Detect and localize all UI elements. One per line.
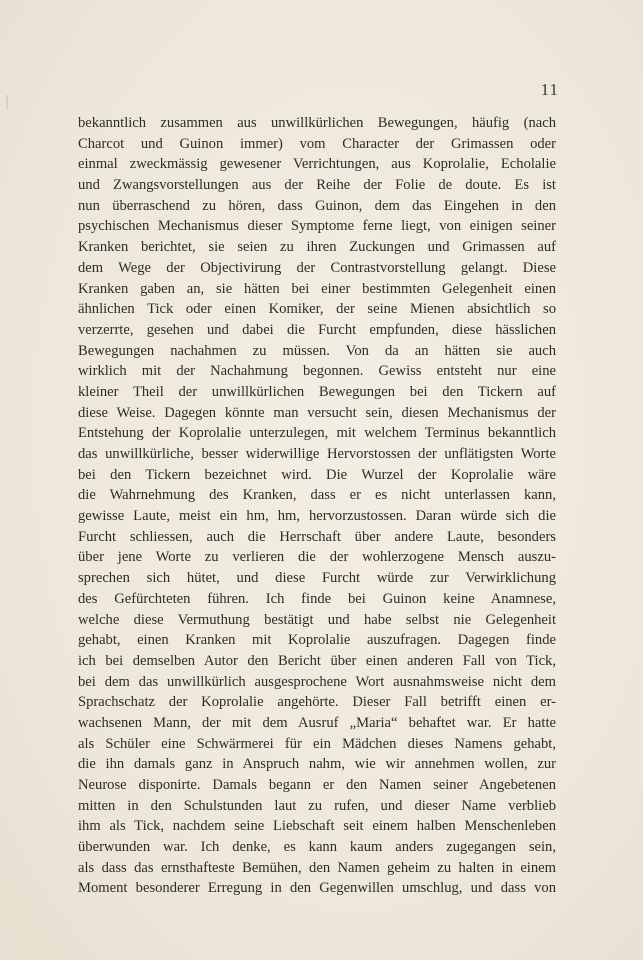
text-line: als Schüler eine Schwärmerei für ein Mädchen dieses Namens gehabt,	[78, 735, 556, 752]
text-line: Moment besonderer Erregung in den Gegenwillen umschlug, und dass von	[78, 880, 556, 897]
text-line: mitten in den Schulstunden laut zu rufen, und dieser Name verblieb	[78, 797, 556, 814]
text-line: Bewegungen nachahmen zu müssen. Von da an hätten sie auch	[78, 342, 556, 359]
text-line: bei dem das unwillkürlich ausgesprochene Wort ausnahmsweise nicht dem	[78, 673, 556, 690]
margin-mark	[6, 95, 8, 109]
text-line: als dass das ernsthafteste Bemühen, den Namen geheim zu halten in einem	[78, 859, 556, 876]
text-line: ihm als Tick, nachdem seine Liebschaft seit einem halben Menschenleben	[78, 818, 556, 835]
page-number: 11	[540, 80, 559, 99]
text-line: diese Weise. Dagegen könnte man versucht sein, diesen Mechanismus der	[78, 404, 556, 421]
text-line: die ihn damals ganz in Anspruch nahm, wie wir annehmen wollen, zur	[78, 756, 556, 773]
text-line: überwunden war. Ich denke, es kann kaum anders zugegangen sein,	[78, 839, 556, 856]
text-line: dem Wege der Objectivirung der Contrastvorstellung gelangt. Diese	[78, 259, 556, 276]
text-line: Kranken berichtet, sie seien zu ihren Zuckungen und Grimassen auf	[78, 239, 556, 256]
text-line: Neurose disponirte. Damals begann er den Namen seiner Angebetenen	[78, 777, 556, 793]
text-line: und Zwangsvorstellungen aus der Reihe der Folie de doute. Es ist	[78, 177, 556, 194]
text-line: das unwillkürliche, besser widerwillige Hervorstossen der unflätigsten Worte	[78, 446, 556, 462]
text-line: über jene Worte zu verlieren die der wohlerzogene Mensch auszu-	[78, 549, 556, 566]
text-line: welche diese Vermuthung bestätigt und habe selbst nie Gelegenheit	[78, 611, 556, 628]
text-line: ähnlichen Tick oder einen Komiker, der seine Mienen absichtlich so	[78, 301, 556, 318]
text-line: gewisse Laute, meist ein hm, hm, hervorzustossen. Daran würde sich die	[78, 508, 556, 525]
text-line: Kranken gaben an, sie hätten bei einer bestimmten Gelegenheit einen	[78, 280, 556, 297]
text-line: Charcot und Guinon immer) vom Character der Grimassen oder	[78, 135, 556, 152]
text-line: sprechen sich hütet, und diese Furcht würde zur Verwirklichung	[78, 570, 556, 587]
text-line: Sprachschatz der Koprolalie angehörte. Dieser Fall betrifft einen er-	[78, 694, 556, 711]
text-line: die Wahrnehmung des Kranken, dass er es nicht unterlassen kann,	[78, 487, 556, 504]
text-line: verzerrte, gesehen und dabei die Furcht empfunden, diese hässlichen	[78, 321, 556, 338]
text-line: einmal zweckmässig gewesener Verrichtungen, aus Koprolalie, Echolalie	[78, 156, 556, 173]
text-line: wirklich mit der Nachahmung begonnen. Gewiss entsteht nur eine	[78, 363, 556, 380]
text-line: psychischen Mechanismus dieser Symptome ferne liegt, von einigen seiner	[78, 218, 556, 235]
text-line: Entstehung der Koprolalie unterzulegen, mit welchem Terminus bekanntlich	[78, 425, 556, 442]
text-line: bei den Tickern bezeichnet wird. Die Wurzel der Koprolalie wäre	[78, 466, 556, 483]
text-line: des Gefürchteten führen. Ich finde bei Guinon keine Anamnese,	[78, 590, 556, 607]
body-text	[78, 113, 556, 899]
text-line: kleiner Theil der unwillkürlichen Bewegungen bei den Tickern auf	[78, 383, 556, 400]
text-line: nun überraschend zu hören, dass Guinon, dem das Eingehen in den	[78, 197, 556, 214]
text-line: ich bei demselben Autor den Bericht über einen anderen Fall von Tick,	[78, 652, 556, 669]
text-line: bekanntlich zusammen aus unwillkürlichen Bewegungen, häufig (nach	[78, 115, 556, 131]
text-line: wachsenen Mann, der mit dem Ausruf „Maria“ behaftet war. Er hatte	[78, 714, 556, 731]
text-line: gehabt, einen Kranken mit Koprolalie auszufragen. Dagegen finde	[78, 632, 556, 649]
text-line: Furcht schliessen, auch die Herrschaft über andere Laute, besonders	[78, 528, 556, 545]
